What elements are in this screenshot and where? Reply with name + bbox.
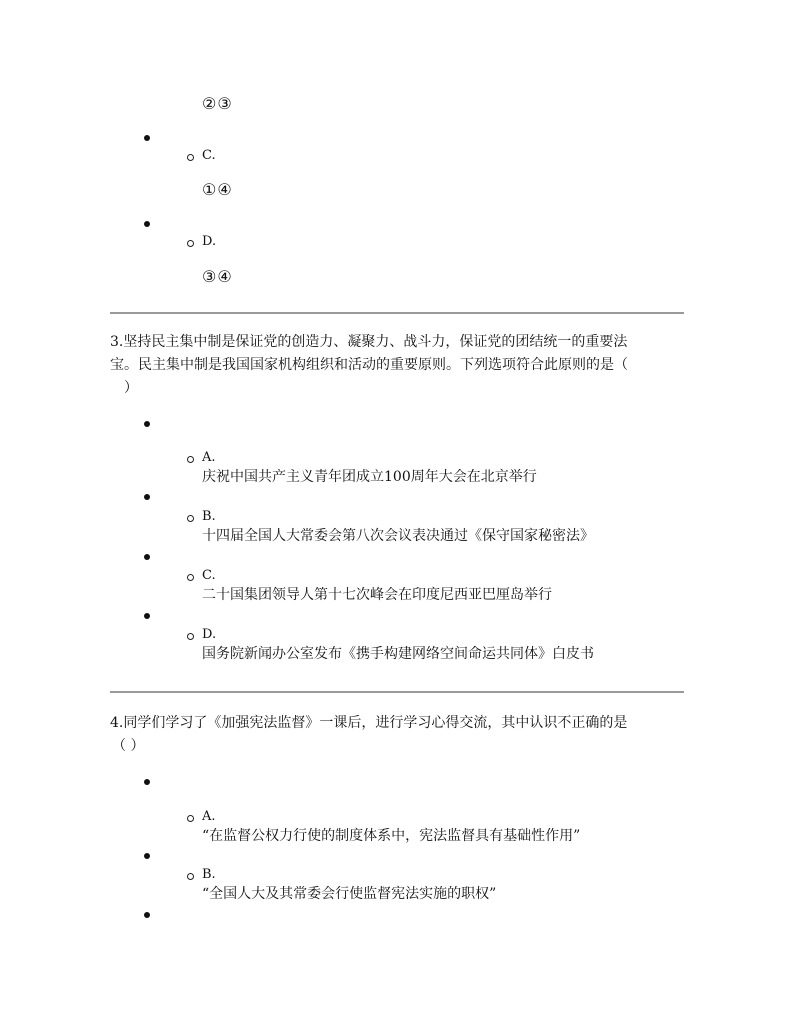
list-bullet: [144, 853, 150, 859]
q3-stem-line1: 3.坚持民主集中制是保证党的创造力、凝聚力、战斗力，保证党的团结统一的重要法: [110, 334, 628, 350]
q4-stem-line1: 4.同学们学习了《加强宪法监督》一课后，进行学习心得交流，其中认识不正确的是: [110, 715, 628, 731]
question-divider: [110, 312, 684, 314]
q4-option-b-text: “全国人大及其常委会行使监督宪法实施的职权”: [202, 886, 497, 902]
q4-option-a-letter: A.: [202, 809, 216, 824]
option-b-text: ②③: [202, 94, 233, 113]
q4-option-a-text: “在监督公权力行使的制度体系中，宪法监督具有基础性作用”: [202, 828, 581, 844]
list-bullet: [144, 494, 150, 500]
list-bullet: [144, 221, 150, 227]
option-marker: [187, 574, 194, 581]
q3-option-b-letter: B.: [202, 509, 216, 524]
option-marker: [187, 240, 194, 247]
option-marker: [187, 633, 194, 640]
q3-option-a-text: 庆祝中国共产主义青年团成立100周年大会在北京举行: [202, 469, 537, 485]
q3-option-d-letter: D.: [202, 627, 217, 642]
list-bullet: [144, 613, 150, 619]
q3-stem-line2: 宝。民主集中制是我国国家机构组织和活动的重要原则。下列选项符合此原则的是（: [110, 357, 628, 373]
option-c-letter: C.: [202, 148, 216, 163]
q3-option-c-text: 二十国集团领导人第十七次峰会在印度尼西亚巴厘岛举行: [202, 587, 552, 603]
list-bullet: [144, 912, 150, 918]
option-d-letter: D.: [202, 234, 217, 249]
option-marker: [187, 815, 194, 822]
list-bullet: [144, 554, 150, 560]
list-bullet: [144, 779, 150, 785]
option-marker: [187, 515, 194, 522]
q3-option-a-letter: A.: [202, 450, 216, 465]
option-marker: [187, 456, 194, 463]
q3-option-d-text: 国务院新闻办公室发布《携手构建网络空间命运共同体》白皮书: [202, 646, 594, 662]
q4-stem-line2: （ ）: [112, 738, 145, 754]
question-divider: [110, 691, 684, 693]
list-bullet: [144, 135, 150, 141]
list-bullet: [144, 421, 150, 427]
q3-option-c-letter: C.: [202, 568, 216, 583]
q4-option-b-letter: B.: [202, 867, 216, 882]
option-c-text: ①④: [202, 180, 233, 199]
q3-stem-line3: ）: [124, 380, 138, 396]
option-marker: [187, 154, 194, 161]
option-marker: [187, 873, 194, 880]
q3-option-b-text: 十四届全国人大常委会第八次会议表决通过《保守国家秘密法》: [202, 528, 594, 544]
option-d-text: ③④: [202, 267, 233, 286]
